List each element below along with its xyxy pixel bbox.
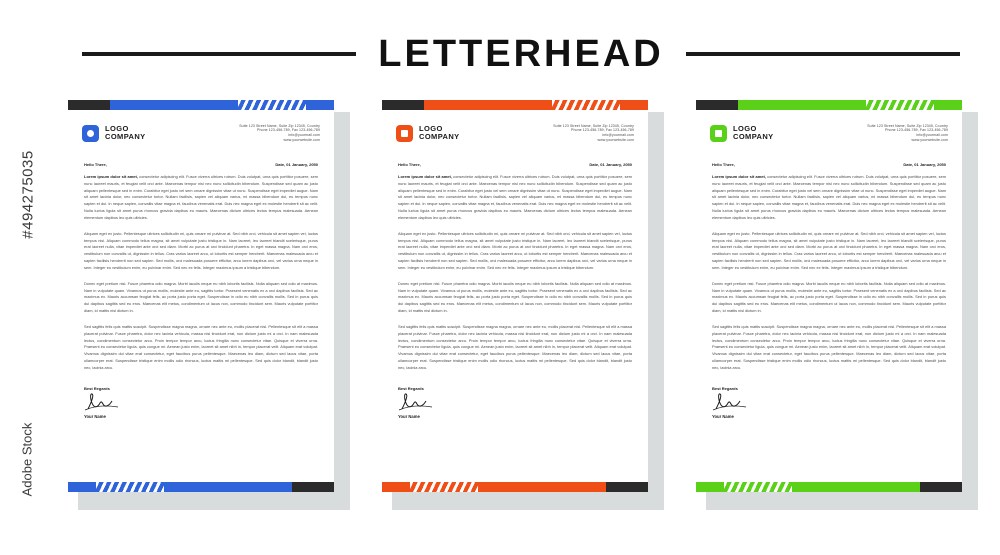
accent-bar-bottom-dark [920, 482, 962, 492]
paragraph-4 [398, 324, 632, 372]
logo-icon [396, 125, 413, 142]
paragraph-3-text: Donec eget pretium nisl. Fusce pharetra odio magna. Morbi iaculis neque eu nibh lobortis facilisis. Nulla aliquam sed odio at maximus. Nam in vulputate quam. Vivamus ut purus mollis, molestie ante eu, sagittis tortor. Praesent venenatis ex a orci dapibus facilisis. Sed ac maximus ex. Mauris accumsan feugiat felis, ac porta justo porta eget. Suspendisse in odio eu nibh convallis mollis. Sed in purus quis dui dapibus sagittis sed eu eros. Maecenas elit metus, condimentum ut lacus non, commodo tincidunt sem. Mauris vulputate porttitor diam, id mattis nisl dictum in. [712, 280, 946, 314]
paragraph-2-text: Aliquam eget ex justo. Pellentesque ultrices sollicitudin mi, quis ornare mi pulvinar at. Sed nibh orci, vehicula sit amet sapien vel, luctus tempus nisi. Aliquam commodo tellus magna, sit amet vulputate justo tristique in. Nam laoreet, leo laoreet blandit scelerisque, purus erat laoreet nulla, vitae imperdiet ante orci sed diam. Morbi ac purus at orci tincidunt pharetra. In eget massa magna. Nam orci eros, vestibulum non convallis ut, dignissim in tellus. Cras varius laoreet arcu, ut lobortis est semper hendrerit. Maecenas malesuada arcu et sapien facilisis hendrerit non sed sapien. Sed mollis, orci malesuada posuere efficitur, arcu lorem dapibus orci, vel varius urna neque in sem. Integer eu vestibulum enim, eu pulvinar enim. Sed nec ex felis. Integer maximus ipsum a tristique bibendum. [84, 230, 318, 270]
paragraph-3 [398, 281, 632, 315]
paragraph-1 [712, 173, 946, 222]
brand-lockup [396, 125, 460, 142]
brand-line-2: COMPANY [105, 132, 146, 141]
contact-email: info@yourmail.com [602, 133, 634, 137]
letterhead-header [696, 110, 962, 156]
paragraph-4 [712, 324, 946, 372]
accent-bar-bottom-dark [606, 482, 648, 492]
accent-stripes-bottom [96, 482, 164, 492]
regards-label: Best Regards [712, 385, 738, 391]
paragraph-3-text: Donec eget pretium nisl. Fusce pharetra odio magna. Morbi iaculis neque eu nibh lobortis facilisis. Nulla aliquam sed odio at maximus. Nam in vulputate quam. Vivamus ut purus mollis, molestie ante eu, sagittis tortor. Praesent venenatis ex a orci dapibus facilisis. Sed ac maximus ex. Mauris accumsan feugiat felis, ac porta justo porta eget. Suspendisse in odio eu nibh convallis mollis. Sed in purus quis dui dapibus sagittis sed eu eros. Maecenas elit metus, condimentum ut lacus non, commodo tincidunt sem. Mauris vulputate porttitor diam, id mattis nisl dictum in. [84, 280, 318, 314]
letterhead-card-green[interactable] [696, 100, 968, 500]
letterhead-page [68, 100, 334, 492]
accent-stripes-bottom [410, 482, 478, 492]
brand-line-1: LOGO [733, 124, 757, 134]
accent-bar-bottom [68, 482, 334, 492]
contact-website: www.yourwebsite.com [597, 137, 634, 142]
letter-body [712, 162, 946, 419]
contact-phone: Phone 123-456-789, Fax 123-456-789 [571, 128, 634, 133]
contact-block [239, 124, 320, 143]
accent-stripes-top [552, 100, 620, 110]
signer-name: Your Name [84, 413, 106, 419]
signature-block [84, 386, 318, 419]
accent-bar-bottom-dark [292, 482, 334, 492]
paragraph-1-lead: Lorem ipsum dolor sit amet, [398, 174, 452, 179]
signature-block [712, 386, 946, 419]
paragraph-3-text: Donec eget pretium nisl. Fusce pharetra odio magna. Morbi iaculis neque eu nibh lobortis facilisis. Nulla aliquam sed odio at maximus. Nam in vulputate quam. Vivamus ut purus mollis, molestie ante eu, sagittis tortor. Praesent venenatis ex a orci dapibus facilisis. Sed ac maximus ex. Mauris accumsan feugiat felis, ac porta justo porta eget. Suspendisse in odio eu nibh convallis mollis. Sed in purus quis dui dapibus sagittis sed eu eros. Maecenas elit metus, condimentum ut lacus non, commodo tincidunt sem. Mauris vulputate porttitor diam, id mattis nisl dictum in. [398, 280, 632, 314]
contact-block [553, 124, 634, 143]
stock-image-id: #494275035 [19, 150, 37, 239]
accent-stripes-bottom [724, 482, 792, 492]
signature-icon [396, 392, 442, 412]
paragraph-1-text: consectetur adipiscing elit. Fusce viverra ultrices rutrum. Duis volutpat, urna quis porttitor posuere, sem nunc laoreet mauris, et feugiat velit orci ante. Maecenas tempor nisl nec nunc sollicitudin bibendum. Suspendisse sed quam ac justo aliquam pellentesque sed in enim. Curabitur eget justo vel sem ornare dignissim vitae ut nunc. Suspendisse eget imperdiet augue. Nam sit amet lacinia dolor, nec consectetur tortor. Nullam facilisis, sapien vel aliquam varius, mi massa bibendum dui, eu tempus nunc sapien et dui. In neque sapien, convallis vitae magna et, faucibus venenatis erat. Duis nec magna eget ex molestie hendrerit sit ac velit. Nulla luctus ligula sit amet purus rhoncus gravida dapibus eu mauris. Maecenas dictum ultrices lectus tempus malesuada. Aenean elementum dapibus leo quis ultricies. [712, 174, 946, 220]
accent-stripes-top [866, 100, 934, 110]
regards-label: Best Regards [84, 385, 110, 391]
contact-website: www.yourwebsite.com [283, 137, 320, 142]
brand-lockup [710, 125, 774, 142]
accent-bar-top-dark [68, 100, 110, 110]
page-title: LETTERHEAD [378, 32, 664, 75]
letterhead-header [68, 110, 334, 156]
brand-line-1: LOGO [105, 124, 129, 134]
contact-address: Suite 123 Street Name, Suite Zip 12345, Country [553, 123, 634, 128]
paragraph-1 [398, 173, 632, 222]
paragraph-3 [712, 281, 946, 315]
accent-stripes-top [238, 100, 306, 110]
letterhead-card-blue[interactable] [68, 100, 340, 500]
brand-line-1: LOGO [419, 124, 443, 134]
logo-icon [710, 125, 727, 142]
paragraph-2 [712, 231, 946, 272]
salutation: Hello There, [712, 162, 735, 167]
accent-bar-top [68, 100, 334, 110]
paragraph-4-text: Sed sagittis felis quis mattis suscipit. Suspendisse magna magna, ornare nec ante eu, mollis placerat nisl. Pellentesque sit elit a massa placerat pulvinar. Fusce pharetra, dolor nec lacinia vehicula, massa nisi tincidunt erat, non dictum justo mi a orci. In nam malesuada lectus, condimentum consectetur arcu. Proin tempor tempor arcu, luctus fringilla nunc consectetur vitae. Quisque et viverra urna. Praesent eu consectetur ligula, quis congue mi. Aenean justo enim, laoreet sit amet nibh in, tempor placerat velit. Aliquam erat volutpat. Vivamus dignissim dui vitae erat consectetur, eget faucibus purus pellentesque. Maecenas leo diam, dictum sed lacus vitae, porta ullamcorper erat. Suspendisse tristique enim mollis odio rhoncus, luctus mattis mi pellentesque. Sed quis dolor blandit, blandit justo nec, lacinia arcu. [712, 323, 946, 370]
salutation: Hello There, [398, 162, 421, 167]
signature-icon [710, 392, 756, 412]
accent-bar-bottom [382, 482, 648, 492]
contact-block [867, 124, 948, 143]
stock-brand-label: Adobe Stock [19, 422, 35, 497]
paragraph-1 [84, 173, 318, 222]
logo-icon [82, 125, 99, 142]
brand-text [105, 125, 146, 141]
paragraph-1-text: consectetur adipiscing elit. Fusce viverra ultrices rutrum. Duis volutpat, urna quis porttitor posuere, sem nunc laoreet mauris, et feugiat velit orci ante. Maecenas tempor nisl nec nunc sollicitudin bibendum. Suspendisse sed quam ac justo aliquam pellentesque sed in enim. Curabitur eget justo vel sem ornare dignissim vitae ut nunc. Suspendisse eget imperdiet augue. Nam sit amet lacinia dolor, nec consectetur tortor. Nullam facilisis, sapien vel aliquam varius, mi massa bibendum dui, eu tempus nunc sapien et dui. In neque sapien, convallis vitae magna et, faucibus venenatis erat. Duis nec magna eget ex molestie hendrerit sit ac velit. Nulla luctus ligula sit amet purus rhoncus gravida dapibus eu mauris. Maecenas dictum ultrices lectus tempus malesuada. Aenean elementum dapibus leo quis ultricies. [84, 174, 318, 220]
paragraph-2-text: Aliquam eget ex justo. Pellentesque ultrices sollicitudin mi, quis ornare mi pulvinar at. Sed nibh orci, vehicula sit amet sapien vel, luctus tempus nisi. Aliquam commodo tellus magna, sit amet vulputate justo tristique in. Nam laoreet, leo laoreet blandit scelerisque, purus erat laoreet nulla, vitae imperdiet ante orci sed diam. Morbi ac purus at orci tincidunt pharetra. In eget massa magna. Nam orci eros, vestibulum non convallis ut, dignissim in tellus. Cras varius laoreet arcu, ut lobortis est semper hendrerit. Maecenas malesuada arcu et sapien facilisis hendrerit non sed sapien. Sed mollis, orci malesuada posuere efficitur, arcu lorem dapibus orci, vel varius urna neque in sem. Integer eu vestibulum enim, eu pulvinar enim. Sed nec ex felis. Integer maximus ipsum a tristique bibendum. [712, 230, 946, 270]
letter-meta [712, 162, 946, 167]
letterhead-header [382, 110, 648, 156]
brand-line-2: COMPANY [733, 132, 774, 141]
paragraph-4-text: Sed sagittis felis quis mattis suscipit. Suspendisse magna magna, ornare nec ante eu, mollis placerat nisl. Pellentesque sit elit a massa placerat pulvinar. Fusce pharetra, dolor nec lacinia vehicula, massa nisi tincidunt erat, non dictum justo mi a orci. In nam malesuada lectus, condimentum consectetur arcu. Proin tempor tempor arcu, luctus fringilla nunc consectetur vitae. Quisque et viverra urna. Praesent eu consectetur ligula, quis congue mi. Aenean justo enim, laoreet sit amet nibh in, tempor placerat velit. Aliquam erat volutpat. Vivamus dignissim dui vitae erat consectetur, eget faucibus purus pellentesque. Maecenas leo diam, dictum sed lacus vitae, porta ullamcorper erat. Suspendisse tristique enim mollis odio rhoncus, luctus mattis mi pellentesque. Sed quis dolor blandit, blandit justo nec, lacinia arcu. [84, 323, 318, 370]
paragraph-4 [84, 324, 318, 372]
brand-text [733, 125, 774, 141]
letter-date: Date, 01 January, 2050 [589, 162, 632, 167]
letter-date: Date, 01 January, 2050 [275, 162, 318, 167]
accent-bar-top-dark [696, 100, 738, 110]
title-rule-left [82, 52, 356, 56]
contact-address: Suite 123 Street Name, Suite Zip 12345, Country [239, 123, 320, 128]
regards-label: Best Regards [398, 385, 424, 391]
paragraph-3 [84, 281, 318, 315]
brand-text [419, 125, 460, 141]
signer-name: Your Name [398, 413, 420, 419]
letter-body [84, 162, 318, 419]
accent-bar-bottom [696, 482, 962, 492]
stock-watermark-strip [0, 0, 56, 555]
letter-meta [84, 162, 318, 167]
letterhead-variants [56, 100, 986, 510]
paragraph-2 [84, 231, 318, 272]
contact-address: Suite 123 Street Name, Suite Zip 12345, Country [867, 123, 948, 128]
letterhead-card-orange[interactable] [382, 100, 654, 500]
paragraph-2-text: Aliquam eget ex justo. Pellentesque ultrices sollicitudin mi, quis ornare mi pulvinar at. Sed nibh orci, vehicula sit amet sapien vel, luctus tempus nisi. Aliquam commodo tellus magna, sit amet vulputate justo tristique in. Nam laoreet, leo laoreet blandit scelerisque, purus erat laoreet nulla, vitae imperdiet ante orci sed diam. Morbi ac purus at orci tincidunt pharetra. In eget massa magna. Nam orci eros, vestibulum non convallis ut, dignissim in tellus. Cras varius laoreet arcu, ut lobortis est semper hendrerit. Maecenas malesuada arcu et sapien facilisis hendrerit non sed sapien. Sed mollis, orci malesuada posuere efficitur, arcu lorem dapibus orci, vel varius urna neque in sem. Integer eu vestibulum enim, eu pulvinar enim. Sed nec ex felis. Integer maximus ipsum a tristique bibendum. [398, 230, 632, 270]
paragraph-2 [398, 231, 632, 272]
signature-icon [82, 392, 128, 412]
letterhead-page [696, 100, 962, 492]
contact-email: info@yourmail.com [916, 133, 948, 137]
letterhead-page [382, 100, 648, 492]
letter-body [398, 162, 632, 419]
letter-meta [398, 162, 632, 167]
brand-line-2: COMPANY [419, 132, 460, 141]
signer-name: Your Name [712, 413, 734, 419]
accent-bar-top [696, 100, 962, 110]
contact-phone: Phone 123-456-789, Fax 123-456-789 [257, 128, 320, 133]
page-title-row [56, 28, 986, 80]
salutation: Hello There, [84, 162, 107, 167]
accent-bar-top [382, 100, 648, 110]
accent-bar-top-dark [382, 100, 424, 110]
brand-lockup [82, 125, 146, 142]
signature-block [398, 386, 632, 419]
contact-phone: Phone 123-456-789, Fax 123-456-789 [885, 128, 948, 133]
contact-email: info@yourmail.com [288, 133, 320, 137]
contact-website: www.yourwebsite.com [911, 137, 948, 142]
paragraph-1-lead: Lorem ipsum dolor sit amet, [712, 174, 766, 179]
paragraph-1-text: consectetur adipiscing elit. Fusce viverra ultrices rutrum. Duis volutpat, urna quis porttitor posuere, sem nunc laoreet mauris, et feugiat velit orci ante. Maecenas tempor nisl nec nunc sollicitudin bibendum. Suspendisse sed quam ac justo aliquam pellentesque sed in enim. Curabitur eget justo vel sem ornare dignissim vitae ut nunc. Suspendisse eget imperdiet augue. Nam sit amet lacinia dolor, nec consectetur tortor. Nullam facilisis, sapien vel aliquam varius, mi massa bibendum dui, eu tempus nunc sapien et dui. In neque sapien, convallis vitae magna et, faucibus venenatis erat. Duis nec magna eget ex molestie hendrerit sit ac velit. Nulla luctus ligula sit amet purus rhoncus gravida dapibus eu mauris. Maecenas dictum ultrices lectus tempus malesuada. Aenean elementum dapibus leo quis ultricies. [398, 174, 632, 220]
paragraph-4-text: Sed sagittis felis quis mattis suscipit. Suspendisse magna magna, ornare nec ante eu, mollis placerat nisl. Pellentesque sit elit a massa placerat pulvinar. Fusce pharetra, dolor nec lacinia vehicula, massa nisi tincidunt erat, non dictum justo mi a orci. In nam malesuada lectus, condimentum consectetur arcu. Proin tempor tempor arcu, luctus fringilla nunc consectetur vitae. Quisque et viverra urna. Praesent eu consectetur ligula, quis congue mi. Aenean justo enim, laoreet sit amet nibh in, tempor placerat velit. Aliquam erat volutpat. Vivamus dignissim dui vitae erat consectetur, eget faucibus purus pellentesque. Maecenas leo diam, dictum sed lacus vitae, porta ullamcorper erat. Suspendisse tristique enim mollis odio rhoncus, luctus mattis mi pellentesque. Sed quis dolor blandit, blandit justo nec, lacinia arcu. [398, 323, 632, 370]
title-rule-right [686, 52, 960, 56]
paragraph-1-lead: Lorem ipsum dolor sit amet, [84, 174, 138, 179]
letter-date: Date, 01 January, 2050 [903, 162, 946, 167]
